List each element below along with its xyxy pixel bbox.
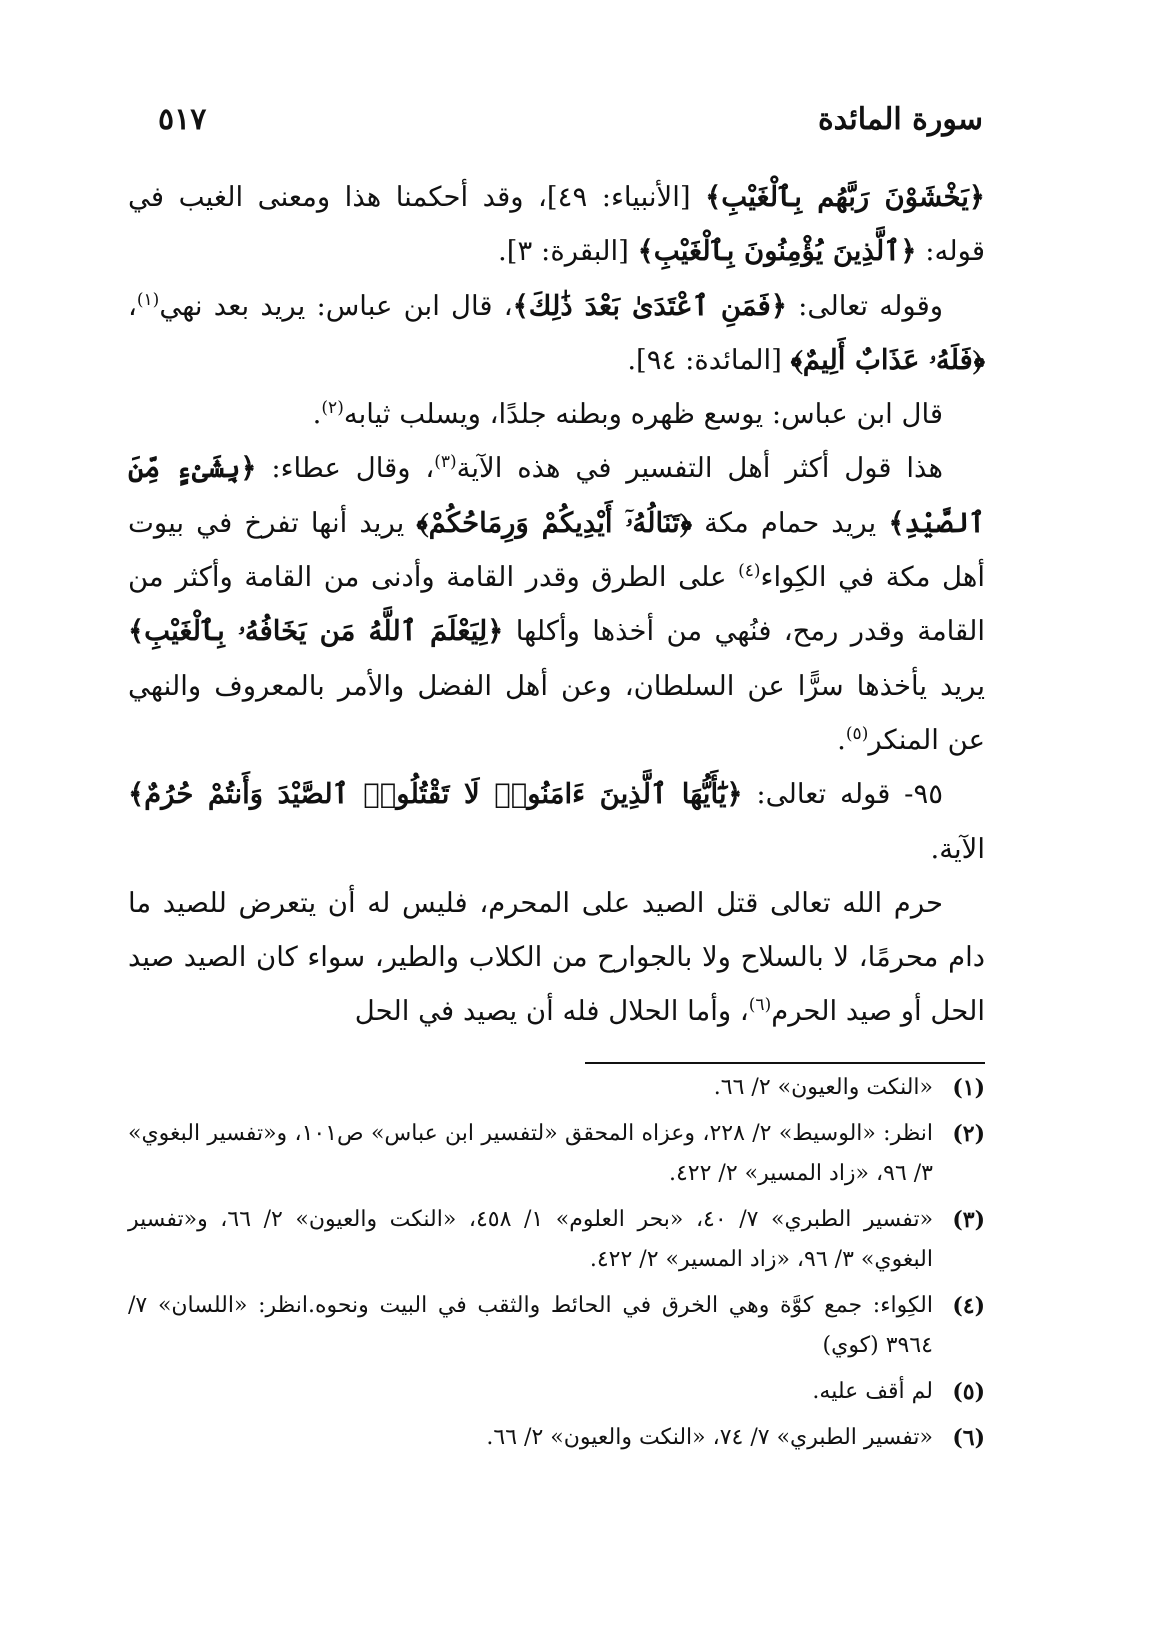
- footnote: [128, 1200, 985, 1280]
- footnote-number: (١): [952, 1075, 985, 1101]
- text-run: وقوله تعالى:: [786, 289, 944, 322]
- text-run: هذا قول أكثر أهل التفسير في هذه الآية: [456, 452, 943, 485]
- text-run: يريد يأخذها سرًّا عن السلطان، وعن أهل الفضل والأمر بالمعروف والنهي عن المنكر: [128, 669, 985, 756]
- paragraph: [128, 170, 985, 279]
- footnote: [128, 1068, 985, 1108]
- footnote-text: «تفسير الطبري» ٧/ ٧٤، «النكت والعيون» ٢/ ٦٦.: [486, 1425, 933, 1450]
- page-header: [130, 102, 983, 152]
- main-text: [128, 170, 985, 1039]
- footnote-marker: (٣): [434, 452, 457, 473]
- footnote-text: لم أقف عليه.: [812, 1379, 933, 1404]
- text-run: يريد حمام مكة: [692, 506, 889, 539]
- surah-title: سورة المائدة: [817, 102, 983, 137]
- footnote-text: «تفسير الطبري» ٧/ ٤٠، «بحر العلوم» ١/ ٤٥٨، «النكت والعيون» ٢/ ٦٦، و«تفسير البغوي» ٣/ ٩٦، «زاد المسير» ٢/ ٤٢٢.: [128, 1207, 934, 1272]
- text-run: [المائدة: ٩٤].: [627, 343, 791, 376]
- quran-quote: ﴿يَٰٓأَيُّهَا ٱلَّذِينَ ءَامَنُوا۟ لَا تَقْتُلُوا۟ ٱلصَّيْدَ وَأَنتُمْ حُرُمٌ﴾: [128, 778, 743, 811]
- footnote-text: الكِواء: جمع كوَّة وهي الخرق في الحائط والثقب في البيت ونحوه.انظر: «اللسان» ٧/ ٣٩٦٤ (كوي): [128, 1293, 933, 1358]
- quran-quote: ﴿فَلَهُۥ عَذَابٌ أَلِيمٌ﴾: [790, 343, 985, 376]
- text-run: الآية.: [930, 832, 985, 865]
- text-run: على الطرق وقدر القامة وأدنى من القامة وأكثر من القامة وقدر رمح، فنُهي من أخذها وأكلها: [128, 561, 985, 648]
- quran-quote: ﴿فَمَنِ ٱعْتَدَىٰ بَعْدَ ذَٰلِكَ﴾: [512, 289, 787, 322]
- footnote-number: (٦): [952, 1425, 985, 1451]
- footnote: [128, 1418, 985, 1458]
- text-run: [الأنبياء: ٤٩]، وقد أحكمنا هذا ومعنى الغيب في قوله:: [128, 181, 985, 268]
- footnote: [128, 1286, 985, 1366]
- quran-quote: ﴿يَخْشَوْنَ رَبَّهُم بِٱلْغَيْبِ﴾: [705, 181, 986, 213]
- footnote: [128, 1372, 985, 1412]
- footnotes: [128, 1068, 985, 1464]
- text-run: ٩٥- قوله تعالى:: [742, 778, 944, 811]
- footnote-text: انظر: «الوسيط» ٢/ ٢٢٨، وعزاه المحقق «لتفسير ابن عباس» ص١٠١، و«تفسير البغوي» ٣/ ٩٦، «زاد المسير» ٢/ ٤٢٢.: [128, 1121, 934, 1186]
- text-run: ، وقال عطاء:: [256, 452, 435, 485]
- text-run: قال ابن عباس: يوسع ظهره وبطنه جلدًا، ويسلب ثيابه: [343, 398, 943, 431]
- quran-quote: ﴿تَنَالُهُۥٓ أَيْدِيكُمْ وَرِمَاحُكُمْ﴾: [416, 506, 693, 539]
- footnote-marker: (٥): [845, 723, 869, 744]
- text-run: .: [312, 398, 322, 431]
- footnote-marker: (٦): [748, 995, 772, 1016]
- text-run: [البقرة: ٣].: [498, 235, 638, 268]
- footnote-number: (٥): [952, 1379, 985, 1405]
- paragraph: [128, 279, 985, 388]
- text-run: .: [837, 723, 846, 756]
- text-run: ، وأما الحلال فله أن يصيد في الحل: [354, 995, 749, 1028]
- footnote-number: (٤): [952, 1293, 985, 1319]
- text-run: ، قال ابن عباس: يريد بعد نهي: [159, 289, 513, 322]
- footnote-text: «النكت والعيون» ٢/ ٦٦.: [713, 1075, 933, 1100]
- footnote-separator: [585, 1062, 985, 1064]
- footnote: [128, 1114, 985, 1194]
- footnote-marker: (٢): [321, 398, 344, 419]
- footnote-number: (٣): [952, 1207, 985, 1233]
- text-run: يريد أنها تفرخ في بيوت أهل مكة في الكِواء: [128, 506, 985, 594]
- paragraph: [128, 767, 985, 876]
- page-number: ٥١٧: [158, 102, 207, 137]
- footnote-marker: (١): [136, 289, 160, 310]
- text-run: ،: [128, 289, 137, 322]
- paragraph: [128, 441, 985, 767]
- text-run: حرم الله تعالى قتل الصيد على المحرم، فليس له أن يتعرض للصيد ما دام محرمًا، لا بالسلاح ولا بالجوارح من الكلاب والطير، سواء كان الصيد صيد الحل أو صيد الحرم: [128, 886, 985, 1028]
- paragraph: [128, 876, 985, 1039]
- quran-quote: ﴿لِيَعْلَمَ ٱللَّهُ مَن يَخَافُهُۥ بِٱلْغَيْبِ﴾: [128, 615, 504, 648]
- quran-quote: ﴿ٱلَّذِينَ يُؤْمِنُونَ بِٱلْغَيْبِ﴾: [637, 235, 917, 268]
- footnote-marker: (٤): [738, 560, 761, 581]
- quran-quote: ﴿بِشَىْءٍ مِّنَ ٱلصَّيْدِ﴾: [128, 452, 986, 539]
- paragraph: [128, 387, 985, 441]
- footnote-number: (٢): [952, 1121, 985, 1147]
